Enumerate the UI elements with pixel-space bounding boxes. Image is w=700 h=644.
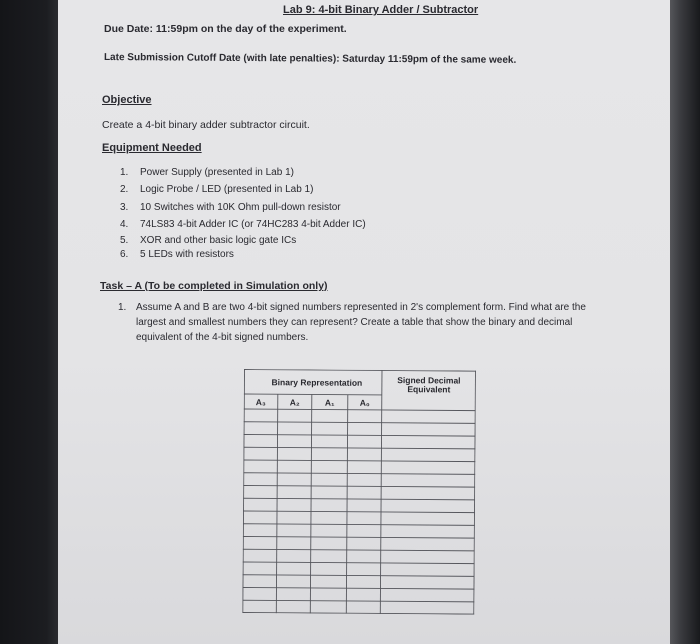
table-column-line — [310, 394, 312, 613]
signed-decimal-header: Signed Decimal Equivalent — [397, 375, 461, 395]
table-border-top — [244, 370, 476, 372]
equipment-item: 4. 74LS83 4-bit Adder IC (or 74HC283 4-bit Adder IC) — [120, 219, 366, 230]
equipment-item: 5. XOR and other basic logic gate ICs — [120, 235, 297, 246]
table-row-line — [242, 600, 474, 602]
column-header-a0: A₀ — [359, 397, 370, 408]
late-cutoff-text: Late Submission Cutoff Date (with late penalties): Saturday 11:59pm of the same week. — [103, 52, 517, 66]
background-right-edge — [668, 0, 700, 644]
table-row-line — [244, 434, 476, 436]
equipment-item: 1. Power Supply (presented in Lab 1) — [120, 167, 294, 178]
task-heading: Task – A (To be completed in Simulation only) — [100, 280, 328, 292]
table-row-line — [244, 422, 476, 424]
equipment-item: 6. 5 LEDs with resistors — [120, 249, 234, 260]
column-header-a2: A₂ — [289, 397, 300, 408]
equipment-item: 2. Logic Probe / LED (presented in Lab 1) — [120, 184, 314, 195]
question-line-3: equivalent of the 4-bit signed numbers. — [136, 332, 309, 343]
table-header-bottom — [244, 409, 476, 411]
table-row-line — [243, 511, 475, 513]
document-page — [58, 0, 670, 644]
due-date-text: Due Date: 11:59pm on the day of the experiment. — [104, 23, 347, 35]
table-row-line — [243, 485, 475, 487]
page-title: Lab 9: 4-bit Binary Adder / Subtractor — [283, 4, 479, 16]
binary-table — [242, 369, 476, 615]
table-border-right — [474, 371, 476, 615]
objective-heading: Objective — [102, 94, 152, 106]
table-row-line — [243, 498, 475, 500]
binary-representation-header: Binary Representation — [271, 377, 363, 388]
table-row-line — [243, 536, 475, 538]
table-row-line — [243, 562, 475, 564]
equipment-item: 3. 10 Switches with 10K Ohm pull-down resistor — [120, 202, 341, 213]
column-header-a3: A₃ — [255, 397, 266, 408]
table-row-line — [243, 460, 475, 462]
table-border-bottom — [242, 612, 474, 614]
objective-text: Create a 4-bit binary adder subtractor circuit. — [102, 119, 310, 131]
table-column-line — [276, 394, 278, 613]
question-line-2: largest and smallest numbers they can represent? Create a table that show the binary and decimal — [136, 317, 573, 328]
table-header-divider — [244, 394, 382, 395]
background-left-edge — [0, 0, 58, 644]
table-row-line — [243, 549, 475, 551]
table-row-line — [243, 473, 475, 475]
equipment-heading: Equipment Needed — [102, 142, 202, 154]
table-row-line — [243, 524, 475, 526]
question-line-1: 1. Assume A and B are two 4-bit signed numbers represented in 2's complement form. Find what are the — [118, 302, 586, 313]
table-row-line — [243, 575, 475, 577]
table-column-line — [346, 395, 348, 614]
column-header-a1: A₁ — [324, 397, 335, 408]
table-row-line — [243, 447, 475, 449]
table-row-line — [242, 587, 474, 589]
